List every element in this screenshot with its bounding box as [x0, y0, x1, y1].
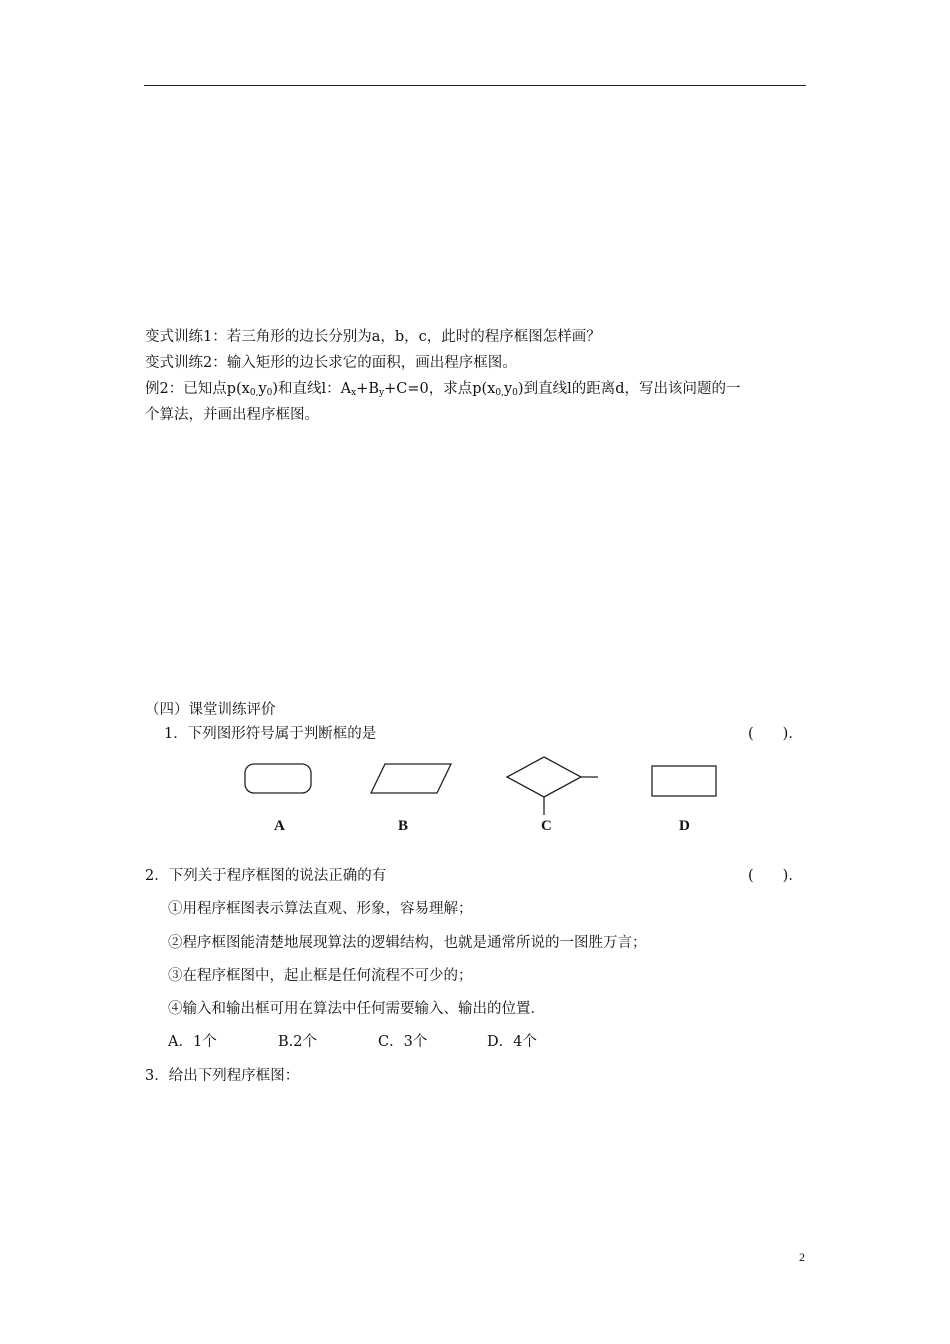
section-4-heading: （四）课堂训练评价	[145, 702, 276, 718]
rectangle-symbol-d	[652, 766, 716, 796]
option-label-a: A	[274, 818, 285, 834]
example-2-line-1: 例2：已知点$p(x_{0,}y_0)$和直线l：$A_x+B_y+C=0$，求点$p(x_{0,}y_0)$到直线l的距离d，写出该问题的一	[145, 381, 741, 398]
variant-training-2: 变式训练2：输入矩形的边长求它的面积，画出程序框图。	[145, 355, 517, 371]
example-2-line-2: 个算法，并画出程序框图。	[145, 407, 319, 423]
choice-a: A．1个	[168, 1034, 217, 1050]
option-label-c: C	[541, 818, 552, 834]
option-label-d: D	[679, 818, 690, 834]
statement-4: ④输入和输出框可用在算法中任何需要输入、输出的位置．	[168, 1001, 545, 1017]
statement-1: ①用程序框图表示算法直观、形象，容易理解；	[168, 901, 473, 917]
choice-c: C．3个	[378, 1034, 428, 1050]
question-3-text: 3．给出下列程序框图：	[145, 1068, 300, 1084]
option-label-b: B	[398, 818, 409, 834]
statement-2: ②程序框图能清楚地展现算法的逻辑结构，也就是通常所说的一图胜万言；	[168, 935, 647, 951]
question-2-text: 2．下列关于程序框图的说法正确的有	[145, 868, 387, 884]
question-1-text: 1．下列图形符号属于判断框的是	[164, 726, 377, 742]
page-number: 2	[799, 1250, 805, 1264]
question-2-answer-paren: ( )．	[748, 868, 803, 884]
terminal-symbol-a	[245, 764, 311, 793]
choice-d: D．4个	[487, 1034, 537, 1050]
diamond-symbol-c	[507, 757, 581, 797]
statement-3: ③在程序框图中，起止框是任何流程不可少的；	[168, 968, 473, 984]
variant-training-1: 变式训练1：若三角形的边长分别为a，b，c，此时的程序框图怎样画？	[145, 329, 601, 345]
parallelogram-symbol-b	[371, 764, 451, 793]
choice-b: B.2个	[278, 1034, 317, 1050]
question-1-answer-paren: ( )．	[748, 726, 803, 742]
